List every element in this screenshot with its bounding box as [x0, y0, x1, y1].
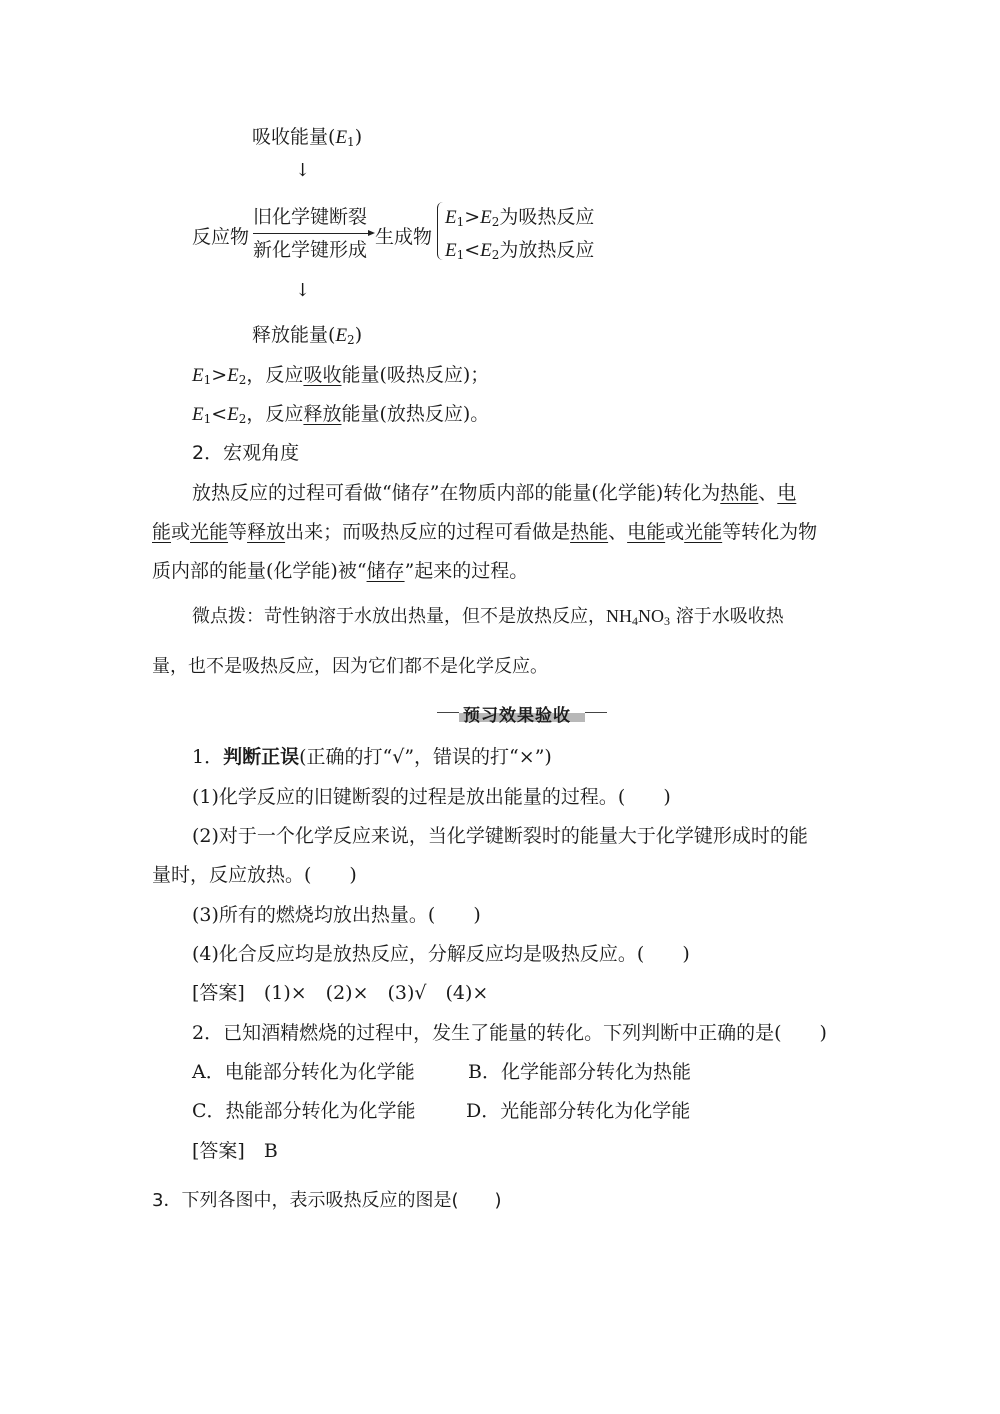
case-endothermic [445, 202, 594, 229]
case-exothermic [445, 235, 594, 262]
paragraph-line-3 [152, 556, 528, 583]
text: ，反应 [246, 403, 304, 425]
q2-option-a: A．电能部分转化为化学能 [192, 1061, 415, 1083]
text: 放热反应的过程可看做“储存”在物质内部的能量(化学能)转化为 [192, 482, 721, 504]
underlined-answer: 释放 [303, 403, 342, 425]
op: > [211, 364, 228, 386]
case-text: 为吸热反应 [499, 206, 595, 228]
op: < [464, 239, 481, 261]
underlined-answer: 电能 [627, 521, 666, 543]
absorb-energy-label: 吸收能量$(E_1)$ [252, 126, 363, 149]
var-e: E [335, 325, 348, 346]
banner-line [437, 712, 459, 713]
case-text: 为放热反应 [499, 239, 595, 261]
text: 或 [665, 521, 685, 543]
var-e: E [480, 207, 492, 228]
section-banner [437, 702, 607, 724]
text: NO [638, 606, 664, 626]
q1-item: 量时，反应放热。( ) [152, 864, 357, 886]
text: 、 [608, 521, 628, 543]
q1-heading [192, 742, 552, 769]
underlined-answer: 能 [152, 521, 172, 543]
q2-stem: 2．已知酒精燃烧的过程中，发生了能量的转化。下列判断中正确的是( ) [192, 1022, 827, 1044]
var-e: E [335, 127, 348, 148]
absorb-text: 吸收能量 [252, 126, 329, 148]
tip-line-2: 量，也不是吸热反应，因为它们都不是化学反应。 [152, 656, 548, 677]
underlined-answer: 储存 [366, 560, 405, 582]
summary-line-1 [192, 360, 489, 387]
down-arrow-icon: ↓ [295, 280, 311, 301]
q2-answer: [答案] B [192, 1140, 278, 1162]
reactant-label: 反应物 [192, 226, 250, 248]
var-e: E [192, 404, 204, 425]
text: 溶于水吸收热 [670, 606, 784, 627]
underlined-answer: 吸收 [303, 364, 342, 386]
var-e: E [192, 365, 204, 386]
op: < [211, 403, 228, 425]
banner-line [585, 712, 607, 713]
text: 能量(放热反应)。 [341, 403, 490, 425]
sub: 2 [491, 215, 500, 229]
q2-option-b: B．化学能部分转化为热能 [468, 1061, 691, 1083]
sub: 4 [632, 614, 638, 628]
underlined-answer: 热能 [720, 482, 759, 504]
q2-option-d: D．光能部分转化为化学能 [466, 1100, 691, 1122]
var-e: E [227, 404, 239, 425]
sub: 1 [203, 373, 212, 387]
q1-item: (1)化学反应的旧键断裂的过程是放出能量的过程。( ) [192, 786, 671, 808]
text: 等 [228, 521, 248, 543]
underlined-answer: 热能 [570, 521, 609, 543]
q1-item: (2)对于一个化学反应来说，当化学键断裂时的能量大于化学键形成时的能 [192, 825, 808, 847]
text: ，反应 [246, 364, 304, 386]
op: > [464, 206, 481, 228]
banner-title: 预习效果验收 [463, 706, 571, 726]
underlined-answer: 光能 [190, 521, 229, 543]
q1-item: (4)化合反应均是放热反应，分解反应均是吸热反应。( ) [192, 943, 690, 965]
text: 出来；而吸热反应的过程可看做是 [285, 521, 571, 543]
sub: 1 [456, 215, 465, 229]
sub: 2 [238, 373, 247, 387]
summary-line-2 [192, 399, 489, 426]
q1-item: (3)所有的燃烧均放出热量。( ) [192, 904, 481, 926]
var-e: E [445, 207, 457, 228]
sub: 2 [491, 248, 500, 262]
section-heading: 2．宏观角度 [192, 442, 300, 464]
text: 等转化为物 [722, 521, 818, 543]
text: (正确的打“√”，错误的打“×”) [299, 746, 552, 768]
sub: 2 [238, 412, 247, 426]
text: ”起来的过程。 [404, 560, 529, 582]
paragraph-line-2 [152, 517, 817, 544]
tip-line-1 [192, 602, 784, 629]
sub: 1 [203, 412, 212, 426]
text: 能量(吸热反应)； [341, 364, 490, 386]
sub: 3 [664, 614, 670, 628]
bond-break-label: 旧化学键断裂 [253, 206, 368, 228]
var-e: E [480, 240, 492, 261]
text: 或 [171, 521, 191, 543]
text: 、 [758, 482, 778, 504]
formula [606, 606, 670, 626]
var-e: E [445, 240, 457, 261]
down-arrow-icon: ↓ [295, 160, 311, 181]
text: 质内部的能量(化学能)被“ [152, 560, 367, 582]
reaction-arrow-icon [253, 233, 373, 234]
sub: 2 [347, 333, 355, 347]
q1-answer: [答案] (1)× (2)× (3)√ (4)× [192, 982, 489, 1004]
text: 1． [192, 746, 224, 768]
bond-form-label: 新化学键形成 [253, 239, 368, 261]
var-e: E [227, 365, 239, 386]
text: NH [606, 606, 632, 626]
release-text: 释放能量 [252, 324, 329, 346]
q2-option-c: C．热能部分转化为化学能 [192, 1100, 416, 1122]
product-label: 生成物 [375, 226, 433, 248]
sub: 1 [456, 248, 465, 262]
underlined-answer: 电 [777, 482, 797, 504]
text: 微点拨：苛性钠溶于水放出热量，但不是放热反应， [192, 606, 606, 627]
sub: 1 [347, 135, 355, 149]
paragraph-line-1 [192, 478, 796, 505]
release-energy-label: 释放能量$(E_2)$ [252, 324, 363, 347]
underlined-answer: 释放 [247, 521, 286, 543]
underlined-answer: 光能 [684, 521, 723, 543]
q3-stem: 3．下列各图中，表示吸热反应的图是( ) [152, 1190, 502, 1211]
bold-heading: 判断正误 [223, 746, 300, 768]
